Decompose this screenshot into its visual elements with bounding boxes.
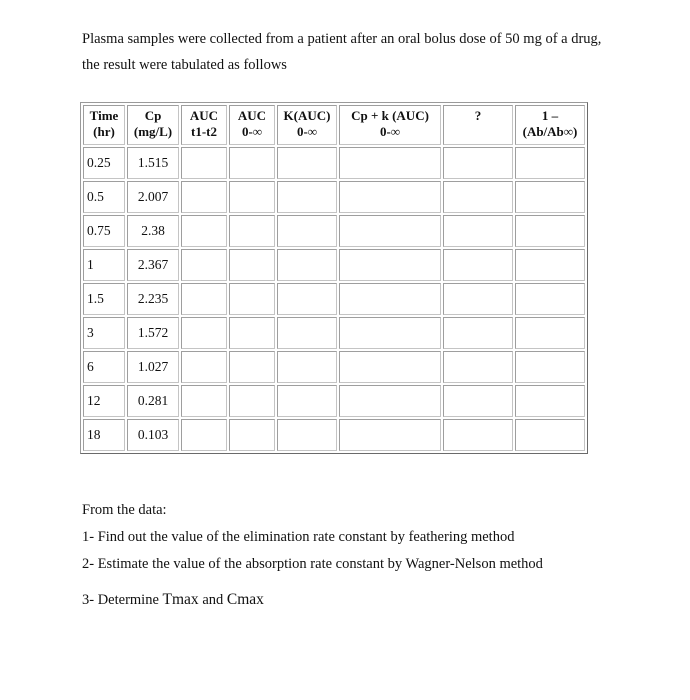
cell-empty (277, 419, 337, 451)
cell-cp: 2.007 (127, 181, 179, 213)
header-auc-0-inf (229, 105, 275, 145)
cell-empty (339, 215, 441, 247)
table-row (83, 181, 585, 213)
header-cp (127, 105, 179, 145)
question-3-and: and (198, 592, 227, 608)
cell-empty (181, 249, 227, 281)
table-row (83, 317, 585, 349)
cell-empty (181, 283, 227, 315)
cell-time: 18 (83, 419, 125, 451)
cell-time: 0.25 (83, 147, 125, 179)
header-fraction-absorbed (515, 105, 585, 145)
cell-empty (515, 351, 585, 383)
table-header-row (83, 105, 585, 145)
intro-line-1: Plasma samples were collected from a patient after an oral bolus dose of 50 mg of a drug, (82, 31, 602, 47)
cell-time: 12 (83, 385, 125, 417)
cell-empty (277, 147, 337, 179)
cell-time: 3 (83, 317, 125, 349)
cell-empty (339, 351, 441, 383)
cell-empty (515, 181, 585, 213)
header-time-line1: Time (89, 108, 119, 123)
cell-empty (277, 351, 337, 383)
cell-cp: 2.235 (127, 283, 179, 315)
header-auc-0-inf-line2: 0-∞ (241, 124, 263, 139)
table-row (83, 385, 585, 417)
cell-empty (181, 147, 227, 179)
cell-empty (515, 385, 585, 417)
question-3-prefix: 3- Determine (82, 592, 163, 608)
cell-empty (339, 249, 441, 281)
header-auc-0-inf-line1: AUC (237, 108, 267, 123)
cell-cp: 1.572 (127, 317, 179, 349)
cell-empty (339, 147, 441, 179)
table-row (83, 283, 585, 315)
cell-empty (277, 385, 337, 417)
cell-empty (277, 181, 337, 213)
cell-cp: 1.027 (127, 351, 179, 383)
header-auc-t1-t2-line2: t1-t2 (191, 124, 217, 139)
cell-empty (229, 317, 275, 349)
cell-cp: 2.367 (127, 249, 179, 281)
cell-empty (339, 283, 441, 315)
cell-empty (515, 283, 585, 315)
header-cp-line2: (mg/L) (133, 124, 173, 139)
cell-cp: 0.281 (127, 385, 179, 417)
cell-empty (229, 419, 275, 451)
header-unknown (443, 105, 513, 145)
cell-empty (229, 147, 275, 179)
cell-time: 6 (83, 351, 125, 383)
cell-empty (443, 147, 513, 179)
cell-empty (181, 215, 227, 247)
question-3 (82, 591, 264, 609)
intro-line-2: the result were tabulated as follows (82, 57, 287, 73)
questions-title: From the data: (82, 502, 167, 518)
cell-empty (181, 317, 227, 349)
cell-empty (229, 181, 275, 213)
pharmacokinetic-table (80, 102, 588, 454)
cell-empty (277, 283, 337, 315)
cell-empty (443, 283, 513, 315)
header-k-auc (277, 105, 337, 145)
cell-empty (229, 215, 275, 247)
question-2: 2- Estimate the value of the absorption rate constant by Wagner-Nelson method (82, 556, 543, 572)
header-k-auc-line1: K(AUC) (283, 108, 331, 123)
cell-empty (277, 317, 337, 349)
cell-empty (277, 215, 337, 247)
cell-empty (277, 249, 337, 281)
header-cp-plus-k-auc-line1: Cp + k (AUC) (351, 108, 429, 123)
cell-empty (339, 419, 441, 451)
question-1: 1- Find out the value of the elimination rate constant by feathering method (82, 529, 515, 545)
header-auc-t1-t2-line1: AUC (189, 108, 219, 123)
table-row (83, 215, 585, 247)
cell-empty (181, 181, 227, 213)
table-row (83, 249, 585, 281)
table-row (83, 419, 585, 451)
header-fraction-absorbed-line2: (Ab/Ab∞) (522, 124, 578, 139)
cell-empty (181, 419, 227, 451)
question-3-cmax: Cmax (226, 591, 264, 608)
header-auc-t1-t2 (181, 105, 227, 145)
cell-cp: 2.38 (127, 215, 179, 247)
header-cp-plus-k-auc (339, 105, 441, 145)
cell-empty (515, 215, 585, 247)
cell-empty (181, 351, 227, 383)
header-cp-plus-k-auc-line2: 0-∞ (379, 124, 401, 139)
cell-empty (443, 351, 513, 383)
cell-empty (229, 385, 275, 417)
cell-empty (443, 419, 513, 451)
header-fraction-absorbed-line1: 1 – (541, 108, 559, 123)
cell-empty (339, 181, 441, 213)
header-time (83, 105, 125, 145)
cell-empty (443, 215, 513, 247)
table-row (83, 147, 585, 179)
cell-empty (443, 317, 513, 349)
cell-empty (181, 385, 227, 417)
cell-empty (443, 385, 513, 417)
cell-empty (339, 385, 441, 417)
question-3-tmax: Tmax (162, 591, 199, 608)
cell-time: 1.5 (83, 283, 125, 315)
header-cp-line1: Cp (144, 108, 162, 123)
cell-empty (229, 283, 275, 315)
header-k-auc-line2: 0-∞ (296, 124, 318, 139)
cell-empty (443, 181, 513, 213)
cell-cp: 1.515 (127, 147, 179, 179)
cell-empty (515, 249, 585, 281)
cell-empty (443, 249, 513, 281)
cell-empty (339, 317, 441, 349)
cell-cp: 0.103 (127, 419, 179, 451)
cell-empty (515, 317, 585, 349)
cell-time: 0.75 (83, 215, 125, 247)
cell-empty (229, 351, 275, 383)
cell-time: 0.5 (83, 181, 125, 213)
cell-empty (515, 147, 585, 179)
cell-empty (229, 249, 275, 281)
cell-empty (515, 419, 585, 451)
header-unknown-line1: ? (474, 108, 482, 123)
cell-time: 1 (83, 249, 125, 281)
table-row (83, 351, 585, 383)
header-time-line2: (hr) (93, 124, 115, 139)
